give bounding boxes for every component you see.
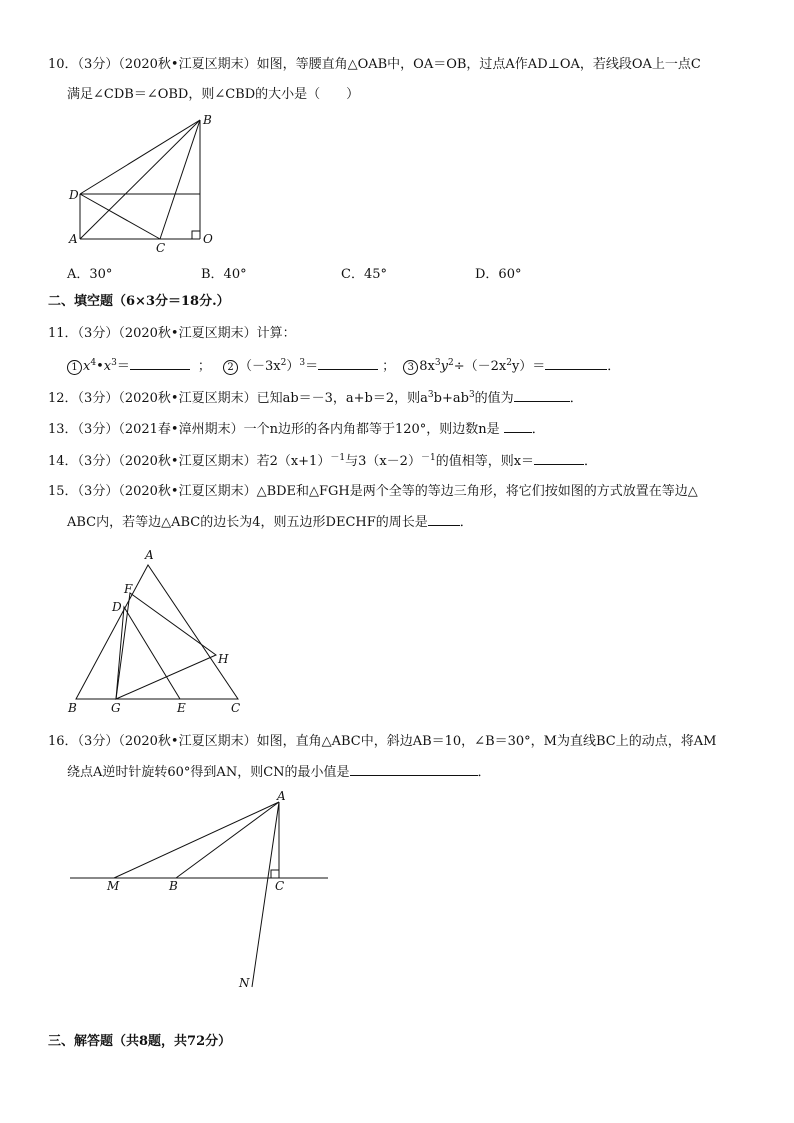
q16-figure: [68, 790, 333, 1000]
q11-stem: 11．（3分）（2020秋•江夏区期末）计算：: [48, 326, 296, 341]
q15-label-C: C: [231, 701, 241, 715]
q15-label-A: A: [145, 548, 154, 562]
q14-stem: 14．（3分）（2020秋•江夏区期末）若$2(x+1)^{-1}$与$3(x-2)^{-1}$的值相等，则x＝ ．: [48, 453, 598, 469]
section-2-heading: 二、填空题（6×3分＝18分.）: [48, 294, 230, 309]
q11-answer-blank-1[interactable]: [130, 357, 190, 370]
q10-label-C: C: [156, 241, 166, 255]
q11-parts: 1 $x^4•x^3=$ ； 2 $(-3x^2)^3=$ ； 3 $8x^3y^2\div(-2x^2y)=$ ．: [67, 357, 620, 376]
q16-stem-line2: 绕点A逆时针旋转60°得到AN，则CN的最小值是 ．: [67, 765, 491, 780]
choice-d[interactable]: D．60°: [475, 267, 522, 282]
q15-stem-line2: ABC内，若等边△ABC的边长为4，则五边形DECHF的周长是 ．: [67, 515, 473, 530]
q10-figure: [60, 110, 230, 260]
q10-label-D: D: [69, 188, 79, 202]
q15-label-G: G: [111, 701, 121, 715]
circled-number-1: 1: [67, 360, 82, 375]
q13-answer-blank[interactable]: [504, 420, 532, 433]
q12-stem: 12．（3分）（2020秋•江夏区期末）已知ab＝－3，a+b＝2，则$a^3b+ab^3$的值为 ．: [48, 390, 583, 406]
section-3-heading: 三、解答题（共8题，共72分）: [48, 1034, 232, 1049]
q15-answer-blank[interactable]: [428, 513, 460, 526]
q16-stem-line1: 16．（3分）（2020秋•江夏区期末）如图，直角△ABC中，斜边AB＝10，∠B＝30°，M为直线BC上的动点，将AM: [48, 734, 717, 749]
choice-c[interactable]: C．45°: [341, 267, 387, 282]
q12-answer-blank[interactable]: [514, 389, 570, 402]
q15-label-B: B: [68, 701, 77, 715]
q13-stem: 13．（3分）（2021春•漳州期末）一个n边形的各内角都等于120°，则边数n是 ．: [48, 422, 545, 437]
q10-label-O: O: [203, 232, 213, 246]
q16-answer-blank[interactable]: [350, 763, 478, 776]
q15-label-D: D: [112, 600, 122, 614]
q16-label-B: B: [169, 879, 178, 893]
q10-label-A: A: [69, 232, 78, 246]
q16-label-C: C: [275, 879, 285, 893]
q10-stem-line2: 满足∠CDB＝∠OBD，则∠CBD的大小是（ ）: [67, 87, 360, 102]
q11-answer-blank-3[interactable]: [545, 357, 607, 370]
choice-b[interactable]: B．40°: [201, 267, 247, 282]
circled-number-2: 2: [223, 360, 238, 375]
q15-label-E: E: [177, 701, 186, 715]
choice-a[interactable]: A．30°: [67, 267, 113, 282]
circled-number-3: 3: [403, 360, 418, 375]
q16-label-N: N: [239, 976, 250, 990]
q14-answer-blank[interactable]: [534, 452, 584, 465]
q10-stem-line1: 10．（3分）（2020秋•江夏区期末）如图，等腰直角△OAB中，OA＝OB，过点A作AD⊥OA，若线段OA上一点C: [48, 57, 701, 72]
q10-choices: [67, 263, 567, 281]
q16-label-A: A: [277, 789, 286, 803]
q10-label-B: B: [203, 113, 212, 127]
q16-label-M: M: [107, 879, 120, 893]
q15-label-H: H: [218, 652, 229, 666]
q11-answer-blank-2[interactable]: [318, 357, 378, 370]
q15-label-F: F: [124, 582, 133, 596]
q15-stem-line1: 15．（3分）（2020秋•江夏区期末）△BDE和△FGH是两个全等的等边三角形，将它们按如图的方式放置在等边△: [48, 484, 698, 499]
q15-figure: [62, 545, 262, 715]
